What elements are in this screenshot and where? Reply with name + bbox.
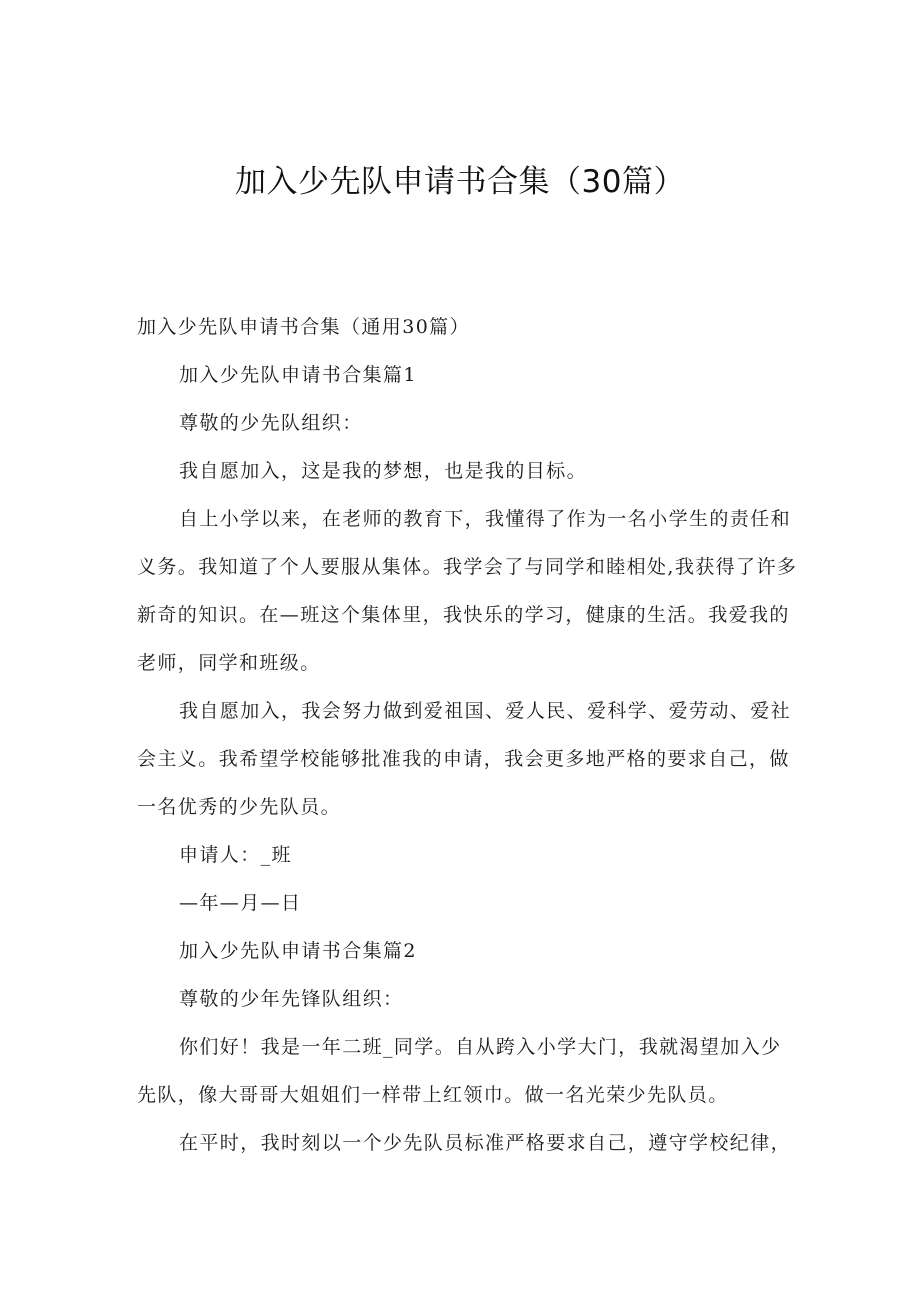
text-line: 自上小学以来，在老师的教育下，我懂得了作为一名小学生的责任和: [179, 508, 792, 530]
text-line: 加入少先队申请书合集篇1: [179, 364, 417, 386]
document-title: 加入少先队申请书合集（30篇）: [235, 164, 685, 200]
text-line: 一名优秀的少先队员。: [137, 796, 342, 818]
text-line: 会主义。我希望学校能够批准我的申请，我会更多地严格的要求自己，做: [137, 748, 790, 770]
text-line: 先队，像大哥哥大姐姐们一样带上红领巾。做一名光荣少先队员。: [137, 1084, 729, 1106]
text-line: 加入少先队申请书合集篇2: [179, 940, 417, 962]
text-line: 申请人：_班: [179, 844, 292, 866]
text-line: 我自愿加入，我会努力做到爱祖国、爱人民、爱科学、爱劳动、爱社: [179, 700, 792, 722]
text-line: 新奇的知识。在—班这个集体里，我快乐的学习，健康的生活。我爱我的: [137, 604, 790, 626]
text-line: 尊敬的少年先锋队组织：: [179, 988, 404, 1010]
text-line: 我自愿加入，这是我的梦想，也是我的目标。: [179, 460, 588, 482]
text-line: 你们好！我是一年二班_同学。自从跨入小学大门，我就渴望加入少: [179, 1036, 782, 1058]
document-body: [137, 303, 797, 1167]
text-line: 老师，同学和班级。: [137, 652, 321, 674]
text-line: 尊敬的少先队组织：: [179, 412, 363, 434]
text-line: 在平时，我时刻以一个少先队员标准严格要求自己，遵守学校纪律，: [179, 1132, 792, 1154]
text-line: —年—月—日: [179, 892, 302, 914]
text-line: 加入少先队申请书合集（通用30篇）: [137, 316, 470, 338]
text-line: 义务。我知道了个人要服从集体。我学会了与同学和睦相处,我获得了许多: [137, 556, 798, 578]
